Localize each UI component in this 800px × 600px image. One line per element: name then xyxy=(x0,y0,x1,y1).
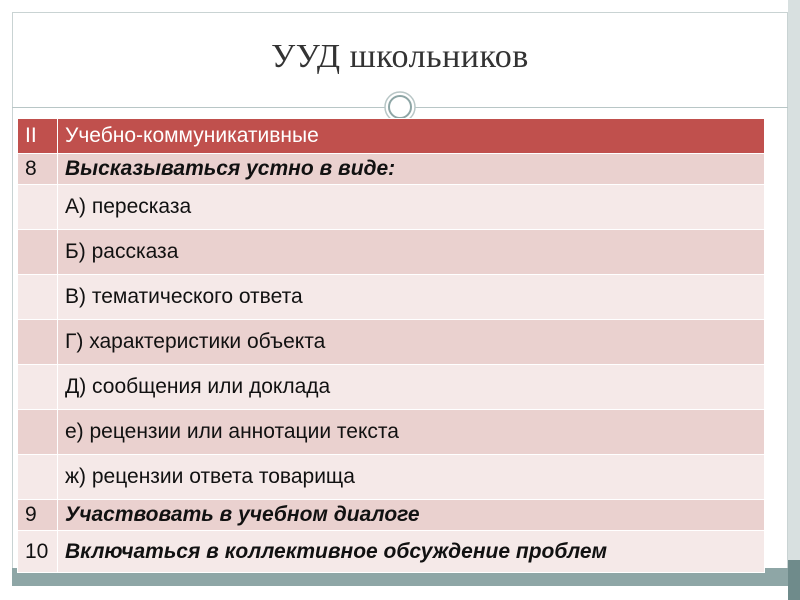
table-header-row xyxy=(18,119,765,154)
row-number xyxy=(18,275,58,320)
row-text: ж) рецензии ответа товарища xyxy=(58,455,765,500)
row-number: 8 xyxy=(18,154,58,185)
row-number xyxy=(18,230,58,275)
row-text: Д) сообщения или доклада xyxy=(58,365,765,410)
row-text: е) рецензии или аннотации текста xyxy=(58,410,765,455)
row-number xyxy=(18,320,58,365)
right-accent-bar xyxy=(788,0,800,600)
table-row xyxy=(18,365,765,410)
row-number: 10 xyxy=(18,531,58,573)
table-row xyxy=(18,154,765,185)
row-number xyxy=(18,185,58,230)
table-row xyxy=(18,455,765,500)
table-row xyxy=(18,531,765,573)
row-text: Включаться в коллективное обсуждение проблем xyxy=(58,531,765,573)
row-text: А) пересказа xyxy=(58,185,765,230)
row-number xyxy=(18,365,58,410)
table-row xyxy=(18,410,765,455)
row-number: 9 xyxy=(18,500,58,531)
row-text: Г) характеристики объекта xyxy=(58,320,765,365)
row-text: Участвовать в учебном диалоге xyxy=(58,500,765,531)
row-number xyxy=(18,410,58,455)
row-text: В) тематического ответа xyxy=(58,275,765,320)
table-row xyxy=(18,320,765,365)
competencies-table xyxy=(17,118,764,573)
section-number: II xyxy=(18,119,58,154)
table-row xyxy=(18,185,765,230)
row-number xyxy=(18,455,58,500)
section-title: Учебно-коммуникативные xyxy=(58,119,765,154)
table-row xyxy=(18,275,765,320)
row-text: Высказываться устно в виде: xyxy=(58,154,765,185)
slide-title: УУД школьников xyxy=(271,38,529,75)
table-row xyxy=(18,500,765,531)
table-row xyxy=(18,230,765,275)
right-accent-bar-dark xyxy=(788,560,800,600)
row-text: Б) рассказа xyxy=(58,230,765,275)
